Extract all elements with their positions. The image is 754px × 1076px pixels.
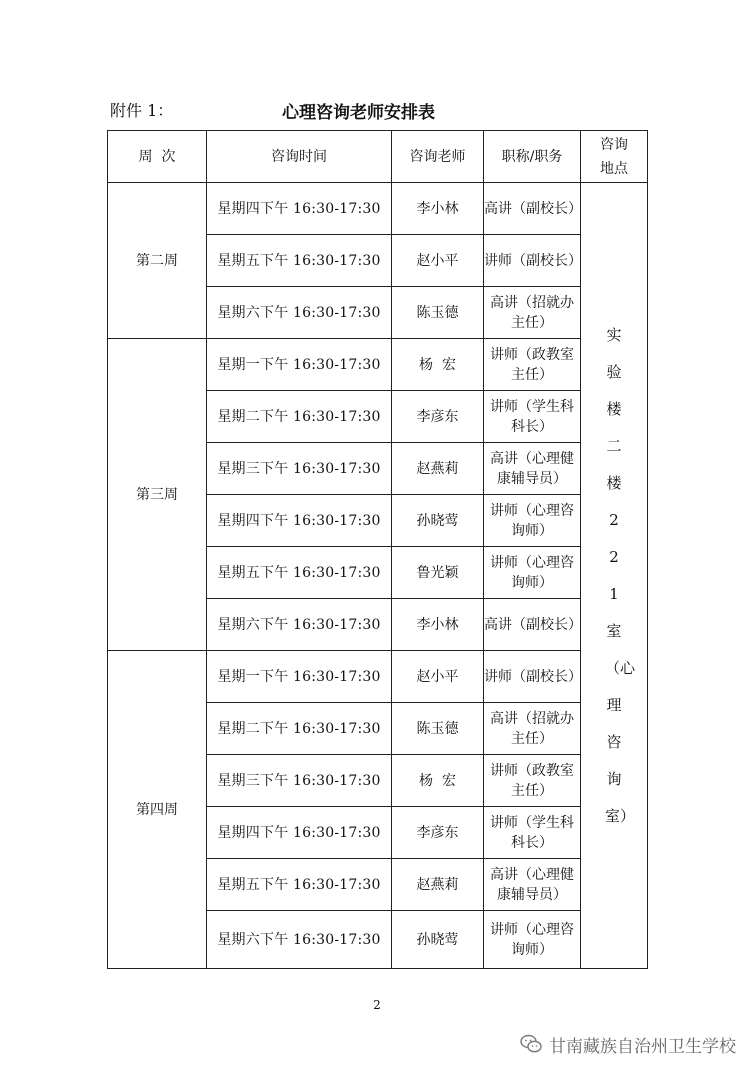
teacher-title: 讲师（心理咨询师） <box>484 547 581 599</box>
document-heading <box>110 98 650 124</box>
document-title: 心理咨询老师安排表 <box>282 103 435 123</box>
teacher-title: 高讲（心理健康辅导员） <box>484 859 581 911</box>
teacher-name: 李彦东 <box>392 807 484 859</box>
teacher-name: 李彦东 <box>392 391 484 443</box>
wechat-icon <box>519 1032 543 1056</box>
table-row <box>108 339 648 391</box>
consult-place-text: 实验楼二楼221室（心理咨询室） <box>605 325 636 825</box>
teacher-name: 孙晓莺 <box>392 911 484 969</box>
consult-time: 星期二下午 16:30-17:30 <box>207 391 392 443</box>
teacher-name: 杨 宏 <box>392 755 484 807</box>
teacher-name: 陈玉德 <box>392 703 484 755</box>
annex-label: 附件 1： <box>110 101 174 120</box>
teacher-name: 孙晓莺 <box>392 495 484 547</box>
header-time: 咨询时间 <box>207 131 392 183</box>
consult-time: 星期三下午 16:30-17:30 <box>207 755 392 807</box>
consult-time: 星期六下午 16:30-17:30 <box>207 287 392 339</box>
teacher-name: 杨 宏 <box>392 339 484 391</box>
consult-time: 星期一下午 16:30-17:30 <box>207 651 392 703</box>
header-week: 周 次 <box>108 131 207 183</box>
watermark-text: 甘南藏族自治州卫生学校 <box>549 1036 736 1057</box>
consult-place <box>581 183 648 969</box>
page-number: 2 <box>373 998 381 1012</box>
teacher-title: 讲师（副校长） <box>484 235 581 287</box>
week-label: 第三周 <box>108 339 207 651</box>
consult-time: 星期五下午 16:30-17:30 <box>207 235 392 287</box>
consult-time: 星期四下午 16:30-17:30 <box>207 807 392 859</box>
teacher-name: 陈玉德 <box>392 287 484 339</box>
teacher-title: 讲师（心理咨询师） <box>484 911 581 969</box>
header-place-label: 咨询地点 <box>600 136 628 177</box>
teacher-name: 赵小平 <box>392 235 484 287</box>
teacher-title: 讲师（心理咨询师） <box>484 495 581 547</box>
consult-time: 星期六下午 16:30-17:30 <box>207 911 392 969</box>
teacher-title: 讲师（政教室主任） <box>484 339 581 391</box>
header-place <box>581 131 648 183</box>
consult-time: 星期四下午 16:30-17:30 <box>207 183 392 235</box>
teacher-name: 鲁光颖 <box>392 547 484 599</box>
consult-time: 星期三下午 16:30-17:30 <box>207 443 392 495</box>
consult-time: 星期五下午 16:30-17:30 <box>207 547 392 599</box>
teacher-title: 讲师（学生科科长） <box>484 391 581 443</box>
consult-time: 星期五下午 16:30-17:30 <box>207 859 392 911</box>
watermark <box>519 1030 736 1058</box>
week-label: 第二周 <box>108 183 207 339</box>
week-label: 第四周 <box>108 651 207 969</box>
teacher-name: 赵小平 <box>392 651 484 703</box>
teacher-name: 赵燕莉 <box>392 443 484 495</box>
table-header-row <box>108 131 648 183</box>
schedule-table <box>107 130 648 969</box>
teacher-name: 李小林 <box>392 183 484 235</box>
consult-time: 星期二下午 16:30-17:30 <box>207 703 392 755</box>
teacher-title: 高讲（副校长） <box>484 183 581 235</box>
teacher-title: 讲师（副校长） <box>484 651 581 703</box>
teacher-title: 高讲（招就办主任） <box>484 287 581 339</box>
teacher-title: 高讲（心理健康辅导员） <box>484 443 581 495</box>
header-title: 职称/职务 <box>484 131 581 183</box>
teacher-title: 讲师（学生科科长） <box>484 807 581 859</box>
table-row <box>108 651 648 703</box>
teacher-title: 高讲（副校长） <box>484 599 581 651</box>
consult-time: 星期一下午 16:30-17:30 <box>207 339 392 391</box>
teacher-name: 赵燕莉 <box>392 859 484 911</box>
teacher-name: 李小林 <box>392 599 484 651</box>
table-row <box>108 183 648 235</box>
header-teacher: 咨询老师 <box>392 131 484 183</box>
teacher-title: 讲师（政教室主任） <box>484 755 581 807</box>
teacher-title: 高讲（招就办主任） <box>484 703 581 755</box>
consult-time: 星期六下午 16:30-17:30 <box>207 599 392 651</box>
consult-time: 星期四下午 16:30-17:30 <box>207 495 392 547</box>
